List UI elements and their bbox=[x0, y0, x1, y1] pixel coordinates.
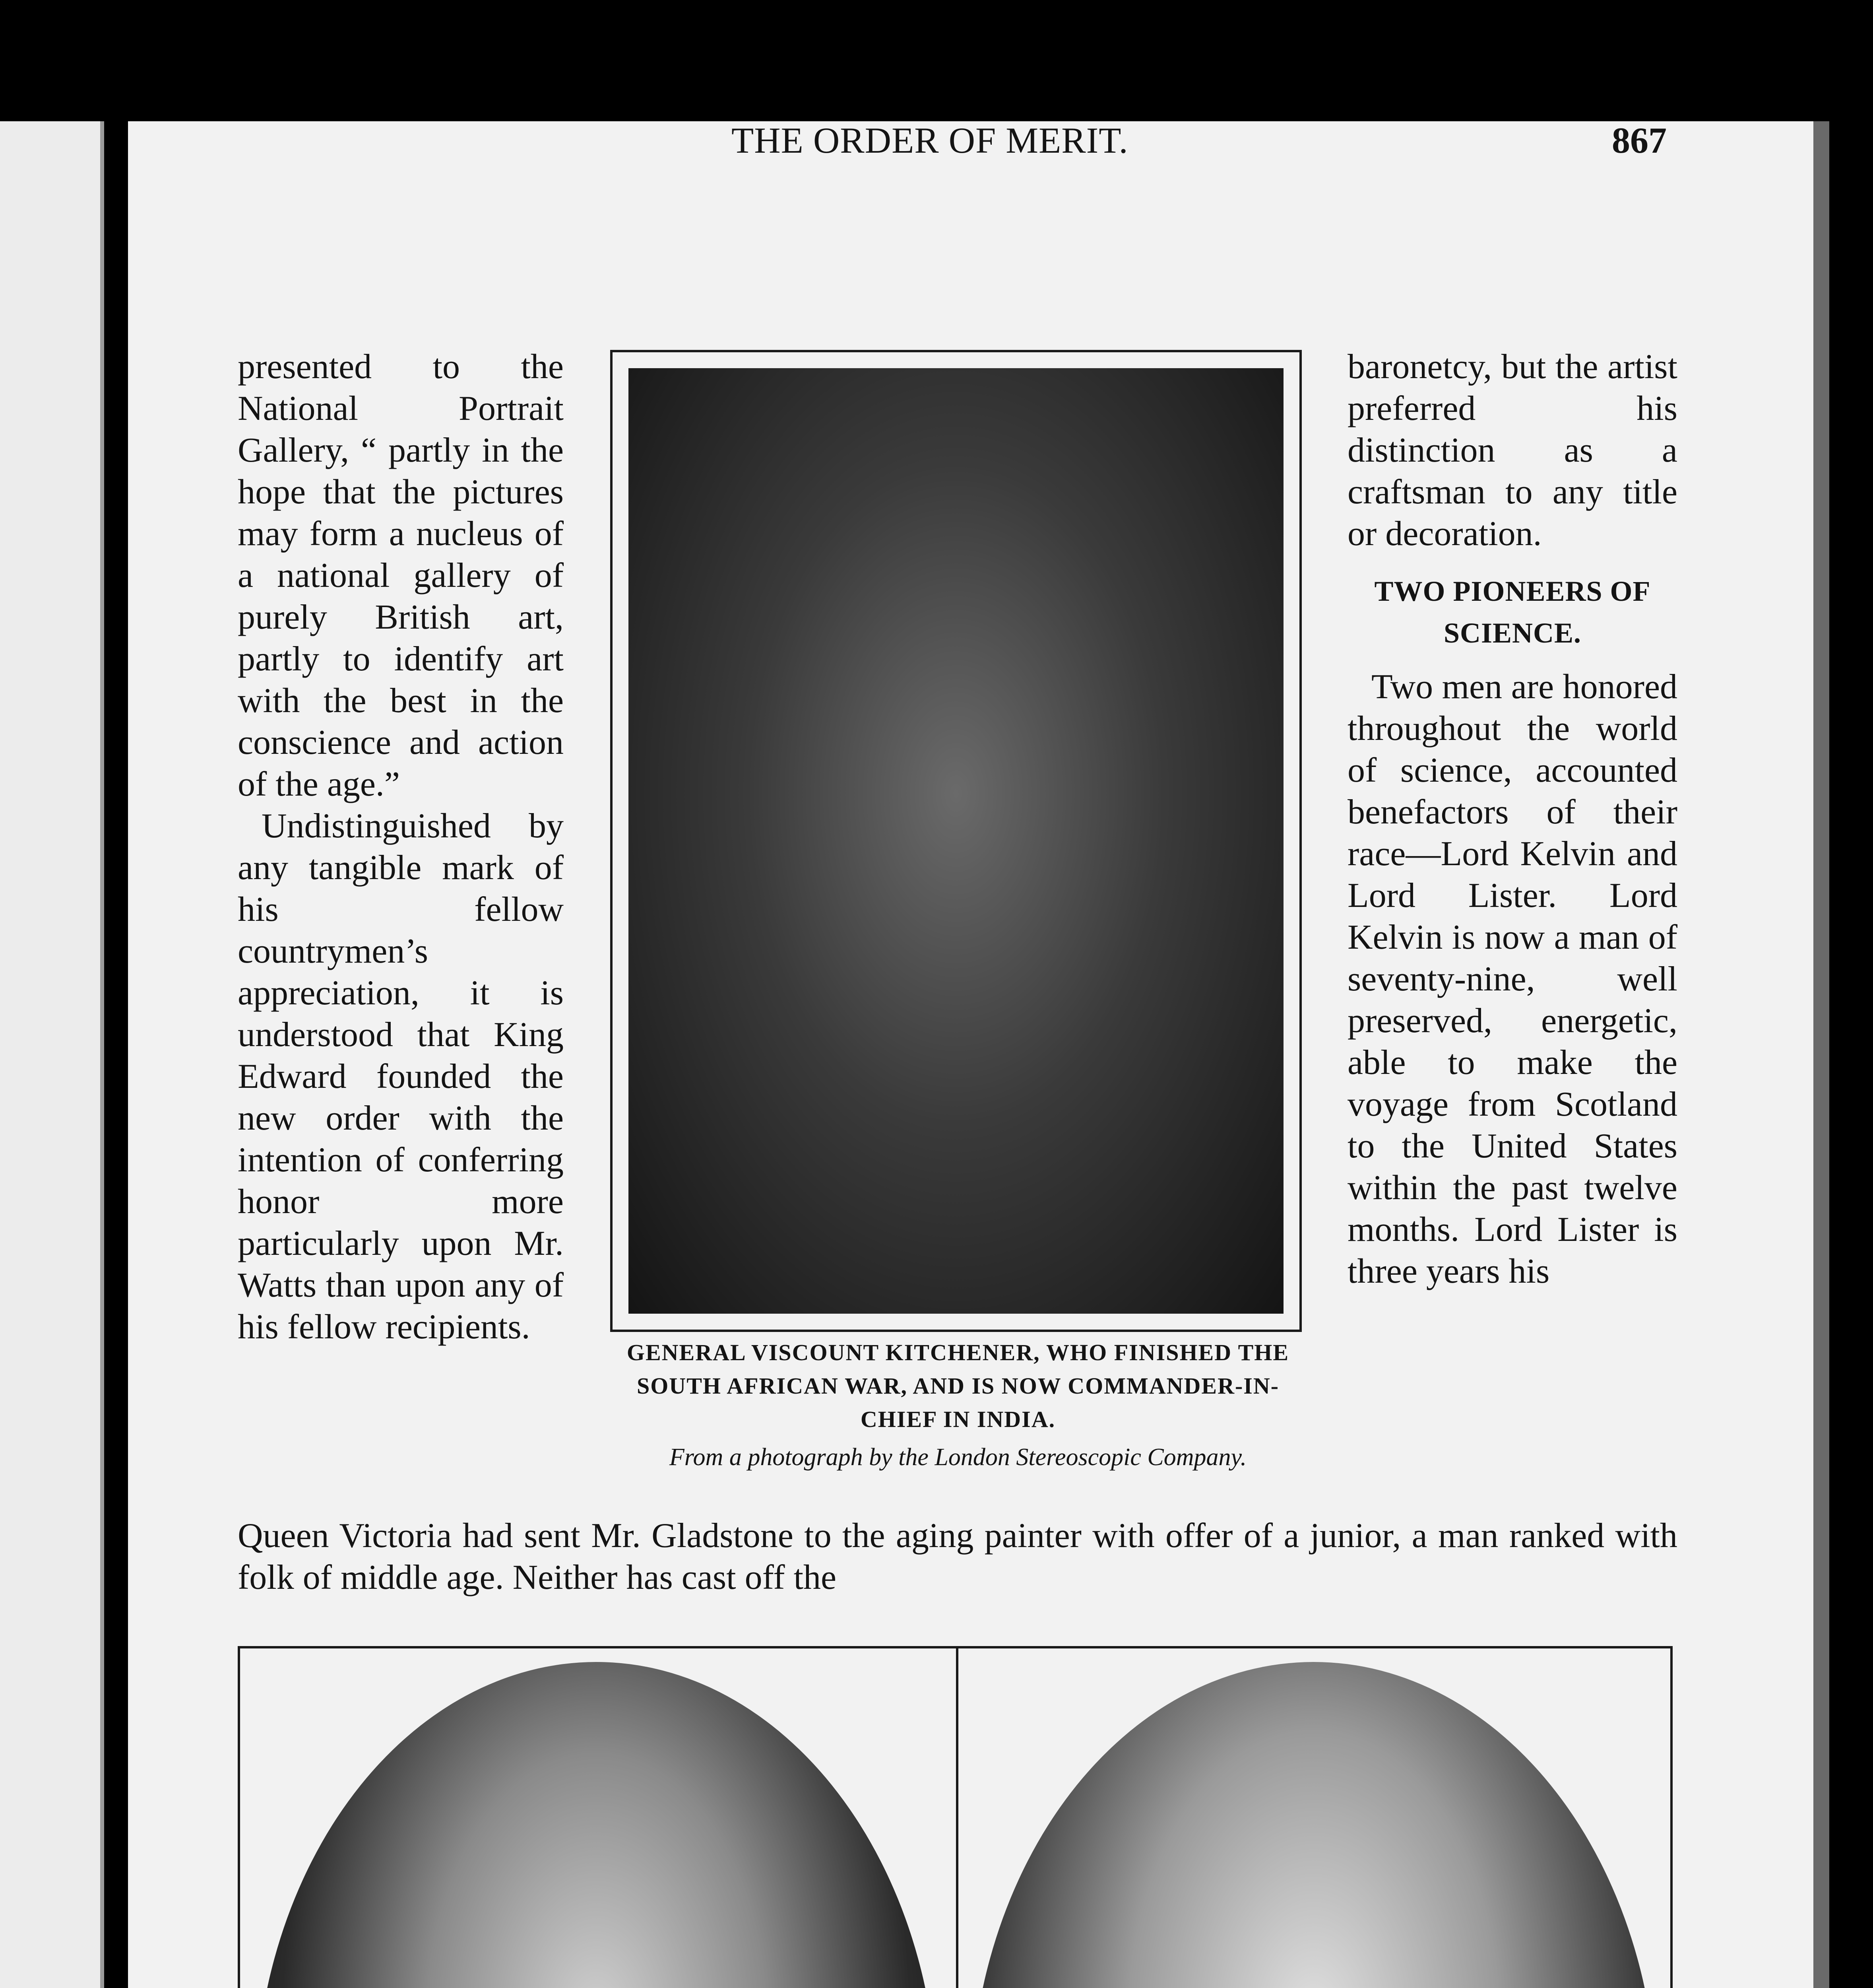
paragraph: presented to the National Portrait Gallery, “ partly in the hope that the pictures may form a nucleus of a national gallery of purely British art, partly to identify art with the best in the conscience and action of the age.” bbox=[238, 348, 564, 804]
paragraph: Two men are honored throughout the world of science, accounted benefactors of their race—Lord Kelvin and Lord Lister. Lord Kelvin is now a man of seventy-nine, well preserved, energetic, able to make the voyage from Scotland to the United States within the past twelve months. Lord Lister is three years his bbox=[1348, 668, 1677, 1291]
section-heading: TWO PIONEERS OF SCIENCE. bbox=[1374, 575, 1651, 649]
running-title: THE ORDER OF MERIT. bbox=[731, 120, 1128, 161]
full-width-text: Queen Victoria had sent Mr. Gladstone to the aging painter with offer of a junior, a man ranked with folk of middle age. Neither has cast off the bbox=[238, 1516, 1677, 1597]
right-text-column bbox=[1348, 346, 1677, 1511]
paragraph: Undistinguished by any tangible mark of his fellow countrymen’s appreciation, it is understood that King Edward founded the new order with the intention of conferring honor more particularly upon Mr. Watts than upon any of his fellow recipients. bbox=[238, 807, 564, 1346]
adjacent-page-edge bbox=[0, 121, 104, 1988]
left-text-column bbox=[238, 346, 564, 1511]
kitchener-photo-frame bbox=[610, 350, 1302, 1332]
page-number: 867 bbox=[1612, 120, 1667, 161]
photo-divider bbox=[956, 1646, 958, 1988]
paragraph: baronetcy, but the artist preferred his distinction as a craftsman to any title or decoration. bbox=[1348, 348, 1677, 553]
kitchener-photo-credit: From a photograph by the London Stereoscopic Company. bbox=[669, 1444, 1247, 1471]
kitchener-caption: GENERAL VISCOUNT KITCHENER, WHO FINISHED THE SOUTH AFRICAN WAR, AND IS NOW COMMANDER-IN-CHIEF IN INDIA. bbox=[626, 1340, 1289, 1432]
kitchener-portrait bbox=[628, 368, 1284, 1314]
